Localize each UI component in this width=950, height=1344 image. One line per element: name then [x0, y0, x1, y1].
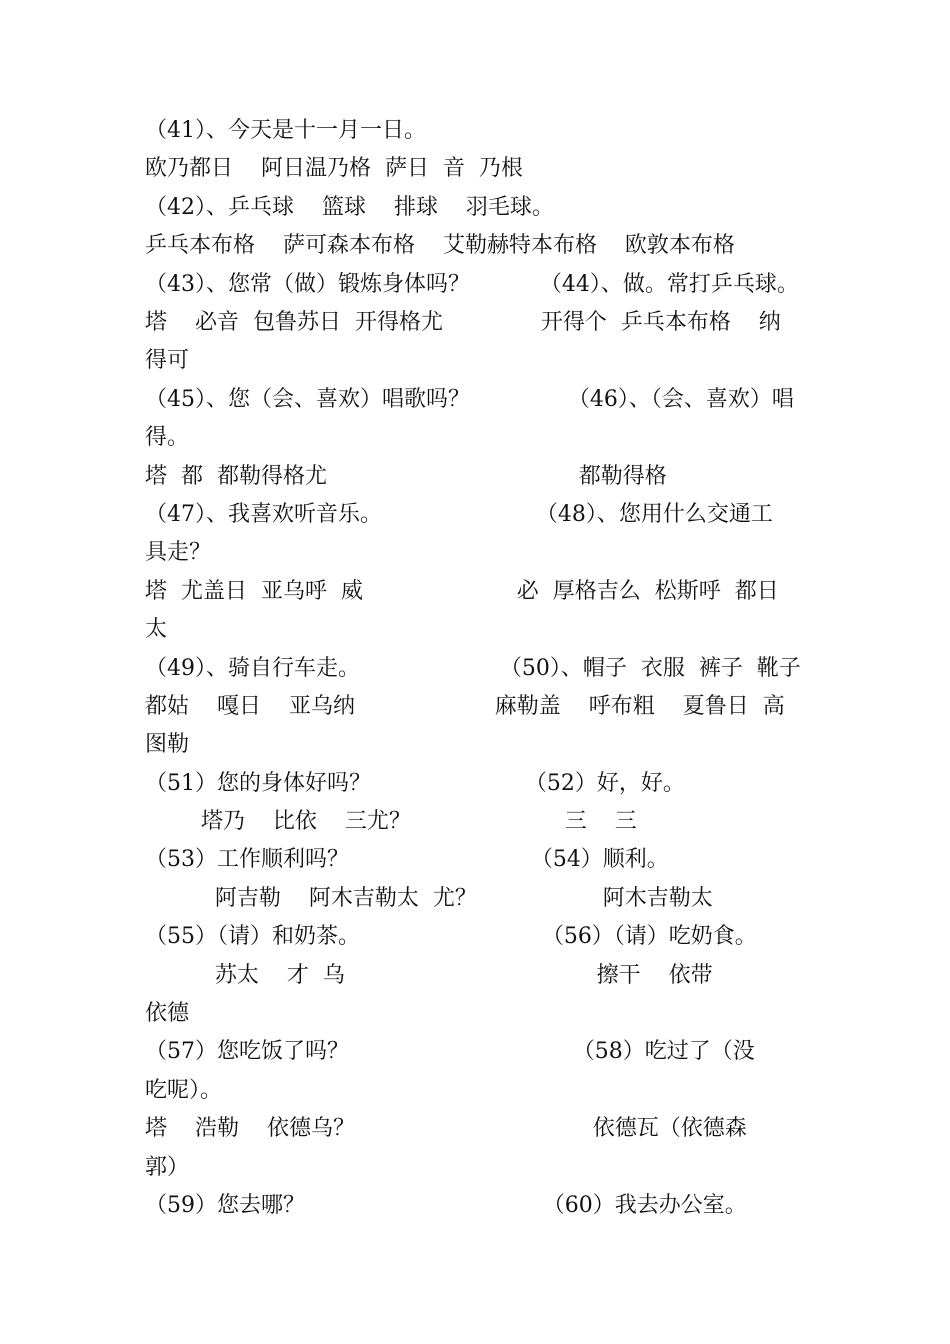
text-line-29: （59）您去哪？ （60）我去办公室。	[145, 1193, 747, 1218]
text-line-27: 塔 浩勒 依德乌？ 依德瓦（依德森	[145, 1116, 747, 1141]
text-line-26: 吃呢）。	[145, 1078, 223, 1103]
text-line-21: 阿吉勒 阿木吉勒太 尤？ 阿木吉勒太	[145, 886, 713, 911]
text-line-8: （45）、您（会、喜欢）唱歌吗？ （46）、（会、喜欢）唱	[145, 387, 794, 412]
text-line-14: 太	[145, 617, 168, 642]
text-line-15: （49）、骑自行车走。 （50）、帽子 衣服 裤子 靴子	[145, 656, 801, 681]
text-line-24: 依德	[145, 1001, 190, 1026]
text-line-9: 得。	[145, 425, 190, 450]
text-line-10: 塔 都 都勒得格尤 都勒得格	[145, 464, 667, 489]
text-line-2: 欧乃都日 阿日温乃格 萨日 音 乃根	[145, 156, 523, 181]
text-line-22: （55）（请）和奶茶。 （56）（请）吃奶食。	[145, 924, 757, 949]
text-line-13: 塔 尤盖日 亚乌呼 威 必 厚格吉么 松斯呼 都日	[145, 579, 779, 604]
text-line-23: 苏太 才 乌 擦干 依带	[145, 963, 713, 988]
text-line-7: 得可	[145, 348, 190, 373]
text-line-16: 都姑 嘎日 亚乌纳 麻勒盖 呼布粗 夏鲁日 高	[145, 694, 785, 719]
text-line-5: （43）、您常（做）锻炼身体吗？ （44）、做。常打乒乓球。	[145, 272, 799, 297]
text-line-28: 郭）	[145, 1155, 190, 1180]
text-line-20: （53）工作顺利吗？ （54）顺利。	[145, 847, 669, 872]
text-line-4: 乒乓本布格 萨可森本布格 艾勒赫特本布格 欧敦本布格	[145, 233, 735, 258]
text-line-6: 塔 必音 包鲁苏日 开得格尤 开得个 乒乓本布格 纳	[145, 310, 781, 335]
text-line-18: （51）您的身体好吗？ （52）好，好。	[145, 771, 685, 796]
text-line-17: 图勒	[145, 732, 190, 757]
text-line-19: 塔乃 比依 三尤？ 三 三	[145, 809, 637, 834]
text-line-3: （42）、乒乓球 篮球 排球 羽毛球。	[145, 195, 554, 220]
text-line-1: （41）、今天是十一月一日。	[145, 118, 426, 143]
text-line-11: （47）、我喜欢听音乐。 （48）、您用什么交通工	[145, 502, 773, 527]
text-line-25: （57）您吃饭了吗？ （58）吃过了（没	[145, 1039, 755, 1064]
text-line-12: 具走？	[145, 540, 212, 565]
